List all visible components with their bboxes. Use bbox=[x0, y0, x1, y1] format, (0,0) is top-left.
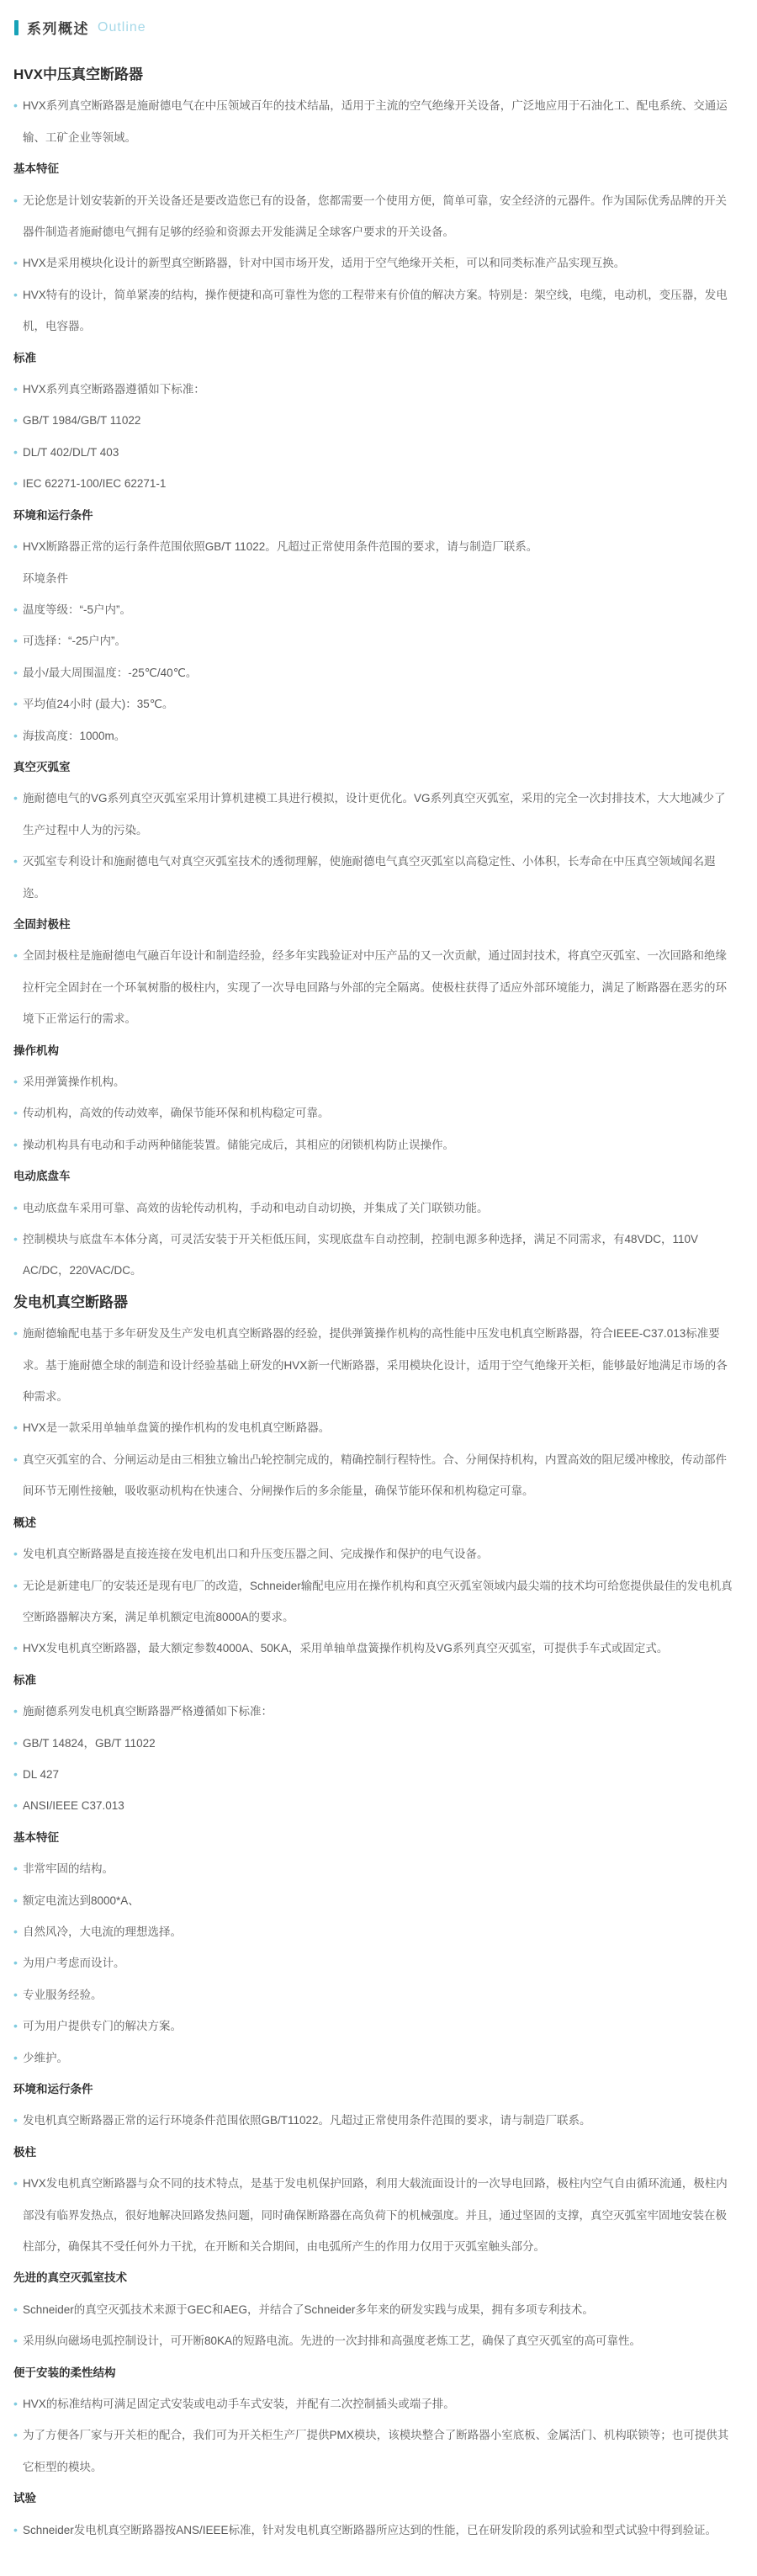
bullet-item bbox=[13, 1947, 733, 1978]
section-heading-secondary: 先进的真空灭弧室技术 bbox=[13, 2271, 127, 2285]
bullet-text: 可选择：“-25户内”。 bbox=[23, 635, 127, 648]
section-heading-secondary: 基本特征 bbox=[13, 1830, 59, 1844]
bullet-text: HVX系列真空断路器遵循如下标准： bbox=[23, 383, 205, 396]
bullet-text: GB/T 14824，GB/T 11022 bbox=[23, 1736, 156, 1750]
bullet-dot-icon: • bbox=[13, 697, 18, 711]
bullet-text: 采用纵向磁场电弧控制设计，可开断80KA的短路电流。先进的一次封排和高强度老炼工艺，确保了真空灭弧室的高可靠性。 bbox=[23, 2334, 642, 2348]
bullet-text: 额定电流达到8000*A、 bbox=[23, 1893, 140, 1907]
section-heading-secondary: 便于安装的柔性结构 bbox=[13, 2366, 116, 2379]
bullet-item bbox=[13, 1224, 733, 1287]
section-heading-secondary: 基本特征 bbox=[13, 162, 59, 176]
bullet-dot-icon: • bbox=[13, 1766, 18, 1781]
bullet-dot-icon: • bbox=[13, 1326, 18, 1341]
plain-line: 环境条件 bbox=[23, 571, 68, 585]
bullet-item bbox=[13, 594, 733, 625]
page-title: 系列概述 bbox=[27, 21, 89, 37]
bullet-dot-icon: • bbox=[13, 665, 18, 679]
bullet-dot-icon: • bbox=[13, 1893, 18, 1907]
section-header bbox=[0, 0, 757, 38]
bullet-text: HVX的标准结构可满足固定式安装或电动手车式安装，并配有二次控制插头或端子排。 bbox=[23, 2398, 455, 2411]
bullet-dot-icon: • bbox=[13, 1137, 18, 1151]
bullet-item bbox=[13, 2294, 733, 2325]
bullet-item bbox=[13, 940, 733, 1034]
bullet-text: 发电机真空断路器是直接连接在发电机出口和升压变压器之间、完成操作和保护的电气设备。 bbox=[23, 1548, 489, 1561]
bullet-item bbox=[13, 1979, 733, 2010]
bullet-dot-icon: • bbox=[13, 728, 18, 742]
bullet-text: 平均值24小时 (最大)：35℃。 bbox=[23, 698, 174, 711]
section-heading-secondary: 试验 bbox=[13, 2492, 36, 2505]
bullet-dot-icon: • bbox=[13, 1547, 18, 1561]
bullet-dot-icon: • bbox=[13, 476, 18, 491]
bullet-text: DL 427 bbox=[23, 1767, 60, 1781]
bullet-item bbox=[13, 688, 733, 720]
bullet-dot-icon: • bbox=[13, 1578, 18, 1592]
bullet-dot-icon: • bbox=[13, 539, 18, 554]
section-heading-secondary: 环境和运行条件 bbox=[13, 508, 93, 522]
bullet-dot-icon: • bbox=[13, 2397, 18, 2411]
section-heading-secondary: 全固封极柱 bbox=[13, 917, 71, 931]
bullet-dot-icon: • bbox=[13, 1956, 18, 1970]
bullet-item bbox=[13, 625, 733, 656]
bullet-dot-icon: • bbox=[13, 602, 18, 616]
bullet-item bbox=[13, 783, 733, 846]
bullet-item bbox=[13, 1444, 733, 1507]
accent-bar-icon bbox=[14, 20, 19, 35]
bullet-dot-icon: • bbox=[13, 382, 18, 396]
bullet-text: HVX系列真空断路器是施耐德电气在中压领域百年的技术结晶，适用于主流的空气绝缘开关设备，广泛地应用于石油化工、配电系统、交通运输、工矿企业等领域。 bbox=[23, 99, 728, 144]
bullet-dot-icon: • bbox=[13, 444, 18, 459]
bullet-text: 控制模块与底盘车本体分离，可灵活安装于开关柜低压间，实现底盘车自动控制，控制电源多种选择，满足不同需求，有48VDC，110V AC/DC，220VAC/DC。 bbox=[23, 1233, 699, 1277]
bullet-dot-icon: • bbox=[13, 1924, 18, 1938]
bullet-dot-icon: • bbox=[13, 1641, 18, 1655]
bullet-text: 灭弧室专利设计和施耐德电气对真空灭弧室技术的透彻理解，使施耐德电气真空灭弧室以高稳定性、小体积，长寿命在中压真空领域闻名遐迩。 bbox=[23, 855, 716, 900]
bullet-dot-icon: • bbox=[13, 2522, 18, 2536]
bullet-dot-icon: • bbox=[13, 2428, 18, 2442]
bullet-text: ANSI/IEEE C37.013 bbox=[23, 1799, 124, 1813]
bullet-text: 专业服务经验。 bbox=[23, 1988, 103, 2001]
bullet-item bbox=[13, 185, 733, 248]
bullet-dot-icon: • bbox=[13, 2302, 18, 2316]
section-heading-secondary: 真空灭弧室 bbox=[13, 760, 71, 773]
bullet-dot-icon: • bbox=[13, 791, 18, 805]
bullet-text: 无论您是计划安装新的开关设备还是要改造您已有的设备，您都需要一个使用方便，简单可靠，安全经济的元器件。作为国际优秀品牌的开关器件制造者施耐德电气拥有足够的经验和资源去开发能满足全球客户要求的开关设备。 bbox=[23, 194, 727, 239]
bullet-text: 为了方便各厂家与开关柜的配合，我们可为开关柜生产厂提供PMX模块，该模块整合了断路器小室底板、金属活门、机构联锁等；也可提供其它柜型的模块。 bbox=[23, 2429, 729, 2473]
bullet-dot-icon: • bbox=[13, 2019, 18, 2033]
bullet-item bbox=[13, 1318, 733, 1412]
bullet-dot-icon: • bbox=[13, 854, 18, 868]
bullet-item bbox=[13, 1790, 733, 1821]
bullet-item bbox=[13, 2010, 733, 2042]
bullet-item bbox=[13, 531, 733, 562]
bullet-text: HVX是采用模块化设计的新型真空断路器，针对中国市场开发，适用于空气绝缘开关柜，可以和同类标准产品实现互换。 bbox=[23, 257, 626, 270]
bullet-text: 真空灭弧室的合、分闸运动是由三相独立输出凸轮控制完成的，精确控制行程特性。合、分闸保持机构，内置高效的阻尼缓冲橡胶，传动部件间环节无刚性接触，吸收驱动机构在快速合、分闸操作后的多余能量，确保节能环保和机构稳定可靠。 bbox=[23, 1453, 727, 1498]
bullet-item bbox=[13, 1192, 733, 1224]
bullet-dot-icon: • bbox=[13, 2113, 18, 2127]
bullet-dot-icon: • bbox=[13, 1452, 18, 1466]
bullet-item bbox=[13, 247, 733, 279]
bullet-text: Schneider的真空灭弧技术来源于GEC和AEG，并结合了Schneider多年来的研发实践与成果，拥有多项专利技术。 bbox=[23, 2302, 594, 2316]
bullet-dot-icon: • bbox=[13, 1200, 18, 1214]
bullet-item bbox=[13, 720, 733, 752]
section-heading-secondary: 环境和运行条件 bbox=[13, 2083, 93, 2095]
bullet-item bbox=[13, 846, 733, 909]
bullet-text: GB/T 1984/GB/T 11022 bbox=[23, 414, 141, 428]
bullet-dot-icon: • bbox=[13, 1232, 18, 1246]
bullet-item bbox=[13, 279, 733, 343]
bullet-item bbox=[13, 374, 733, 405]
bullet-item bbox=[13, 1097, 733, 1129]
bullet-text: 少维护。 bbox=[23, 2051, 68, 2064]
bullet-text: HVX断路器正常的运行条件范围依照GB/T 11022。凡超过正常使用条件范围的要求，请与制造厂联系。 bbox=[23, 540, 538, 554]
bullet-item bbox=[13, 1538, 733, 1570]
bullet-item bbox=[13, 468, 733, 499]
bullet-item bbox=[13, 1696, 733, 1727]
bullet-text: 施耐德电气的VG系列真空灭弧室采用计算机建模工具进行模拟，设计更优化。VG系列真空灭弧室，采用的完全一次封排技术，大大地减少了生产过程中人为的污染。 bbox=[23, 792, 726, 837]
bullet-item bbox=[13, 1066, 733, 1097]
bullet-text: HVX特有的设计，简单紧凑的结构，操作便捷和高可靠性为您的工程带来有价值的解决方案。特别是：架空线，电缆，电动机，变压器，发电机，电容器。 bbox=[23, 288, 728, 333]
bullet-text: DL/T 402/DL/T 403 bbox=[23, 445, 119, 459]
bullet-text: 施耐德系列发电机真空断路器严格遵循如下标准： bbox=[23, 1705, 273, 1718]
bullet-item bbox=[13, 1916, 733, 1947]
bullet-dot-icon: • bbox=[13, 98, 18, 113]
bullet-dot-icon: • bbox=[13, 948, 18, 963]
bullet-dot-icon: • bbox=[13, 287, 18, 301]
content bbox=[13, 59, 733, 2571]
bullet-item bbox=[13, 90, 733, 153]
bullet-item bbox=[13, 2419, 733, 2483]
bullet-item bbox=[13, 1412, 733, 1443]
bullet-dot-icon: • bbox=[13, 2334, 18, 2348]
bullet-text: 最小/最大周围温度：-25℃/40℃。 bbox=[23, 666, 198, 679]
bullet-dot-icon: • bbox=[13, 1704, 18, 1718]
bullet-text: 非常牢固的结构。 bbox=[23, 1862, 114, 1876]
bullet-item bbox=[13, 1570, 733, 1633]
section-heading-secondary: 标准 bbox=[13, 351, 36, 364]
bullet-text: 操动机构具有电动和手动两种储能装置。储能完成后，其相应的闭锁机构防止误操作。 bbox=[23, 1138, 454, 1151]
bullet-text: 电动底盘车采用可靠、高效的齿轮传动机构，手动和电动自动切换，并集成了关门联锁功能。 bbox=[23, 1201, 489, 1214]
bullet-dot-icon: • bbox=[13, 1421, 18, 1435]
section-heading-secondary: 标准 bbox=[13, 1673, 36, 1686]
bullet-item bbox=[13, 657, 733, 688]
bullet-item bbox=[13, 1728, 733, 1759]
bullet-dot-icon: • bbox=[13, 1987, 18, 2001]
page-subtitle: Outline bbox=[98, 19, 146, 35]
section-heading-primary: HVX中压真空断路器 bbox=[13, 66, 143, 82]
bullet-text: 采用弹簧操作机构。 bbox=[23, 1076, 125, 1088]
bullet-item bbox=[13, 2042, 733, 2074]
bullet-dot-icon: • bbox=[13, 2176, 18, 2191]
bullet-item bbox=[13, 2168, 733, 2262]
bullet-text: Schneider发电机真空断路器按ANS/IEEE标准，针对发电机真空断路器所应达到的性能，已在研发阶段的系列试验和型式试验中得到验证。 bbox=[23, 2523, 717, 2536]
section-heading-secondary: 极柱 bbox=[13, 2145, 36, 2159]
bullet-text: HVX是一款采用单轴单盘簧的操作机构的发电机真空断路器。 bbox=[23, 1421, 331, 1435]
section-heading-secondary: 操作机构 bbox=[13, 1044, 59, 1057]
bullet-text: 温度等级：“-5户内”。 bbox=[23, 603, 131, 616]
bullet-dot-icon: • bbox=[13, 1106, 18, 1120]
bullet-item bbox=[13, 405, 733, 436]
bullet-text: 发电机真空断路器正常的运行环境条件范围依照GB/T11022。凡超过正常使用条件范围的要求，请与制造厂联系。 bbox=[23, 2114, 591, 2127]
bullet-item bbox=[13, 2515, 733, 2546]
bullet-item bbox=[13, 1853, 733, 1884]
bullet-text: 自然风冷，大电流的理想选择。 bbox=[23, 1925, 182, 1938]
bullet-text: 海拔高度：1000m。 bbox=[23, 729, 126, 742]
bullet-dot-icon: • bbox=[13, 1075, 18, 1088]
bullet-dot-icon: • bbox=[13, 1862, 18, 1876]
bullet-dot-icon: • bbox=[13, 413, 18, 428]
bullet-dot-icon: • bbox=[13, 193, 18, 207]
bullet-text: 为用户考虑而设计。 bbox=[23, 1957, 125, 1970]
bullet-dot-icon: • bbox=[13, 634, 18, 648]
bullet-item bbox=[13, 1633, 733, 1664]
bullet-dot-icon: • bbox=[13, 1798, 18, 1813]
section-heading-secondary: 电动底盘车 bbox=[13, 1170, 71, 1183]
bullet-dot-icon: • bbox=[13, 1735, 18, 1750]
bullet-text: 施耐德输配电基于多年研发及生产发电机真空断路器的经验，提供弹簧操作机构的高性能中压发电机真空断路器，符合IEEE-C37.013标准要求。基于施耐德全球的制造和设计经验基础上研发的HVX新一代断路器，采用模块化设计，适用于空气绝缘开关柜，能够最好地满足市场的各种需求。 bbox=[23, 1327, 728, 1404]
bullet-item bbox=[13, 2325, 733, 2356]
bullet-item bbox=[13, 2388, 733, 2419]
bullet-text: 无论是新建电厂的安装还是现有电厂的改造，Schneider输配电应用在操作机构和真空灭弧室领域内最尖端的技术均可给您提供最佳的发电机真空断路器解决方案，满足单机额定电流8000A的要求。 bbox=[23, 1579, 733, 1623]
bullet-text: IEC 62271-100/IEC 62271-1 bbox=[23, 477, 167, 491]
bullet-dot-icon: • bbox=[13, 256, 18, 270]
bullet-item bbox=[13, 1129, 733, 1161]
section-heading-primary: 发电机真空断路器 bbox=[13, 1293, 128, 1310]
bullet-item bbox=[13, 2105, 733, 2136]
bullet-item bbox=[13, 437, 733, 468]
bullet-text: HVX发电机真空断路器，最大额定参数4000A、50KA，采用单轴单盘簧操作机构及VG系列真空灭弧室，可提供手车式或固定式。 bbox=[23, 1642, 669, 1655]
bullet-item bbox=[13, 1759, 733, 1790]
bullet-text: 传动机构，高效的传动效率，确保节能环保和机构稳定可靠。 bbox=[23, 1107, 330, 1120]
bullet-text: 全固封极柱是施耐德电气融百年设计和制造经验，经多年实践验证对中压产品的又一次贡献，通过固封技术，将真空灭弧室、一次回路和绝缘拉杆完全固封在一个环氧树脂的极柱内，实现了一次导电回路与外部的完全隔离。使极柱获得了适应外部环境能力，满足了断路器在恶劣的环境下正常运行的需求。 bbox=[23, 949, 727, 1026]
bullet-text: HVX发电机真空断路器与众不同的技术特点，是基于发电机保护回路，利用大载流面设计的一次导电回路，极柱内空气自由循环流通，极柱内部没有临界发热点，很好地解决回路发热问题，同时确保断路器在高负荷下的机械强度。并且，通过坚固的支撑，真空灭弧室牢固地安装在极柱部分，确保其不受任何外力干扰，在开断和关合期间，由电弧所产生的作用力仅用于灭弧室触头部分。 bbox=[23, 2177, 728, 2254]
section-heading-secondary: 概述 bbox=[13, 1516, 36, 1529]
bullet-dot-icon: • bbox=[13, 2050, 18, 2064]
bullet-item bbox=[13, 1885, 733, 1916]
bullet-text: 可为用户提供专门的解决方案。 bbox=[23, 2020, 182, 2033]
